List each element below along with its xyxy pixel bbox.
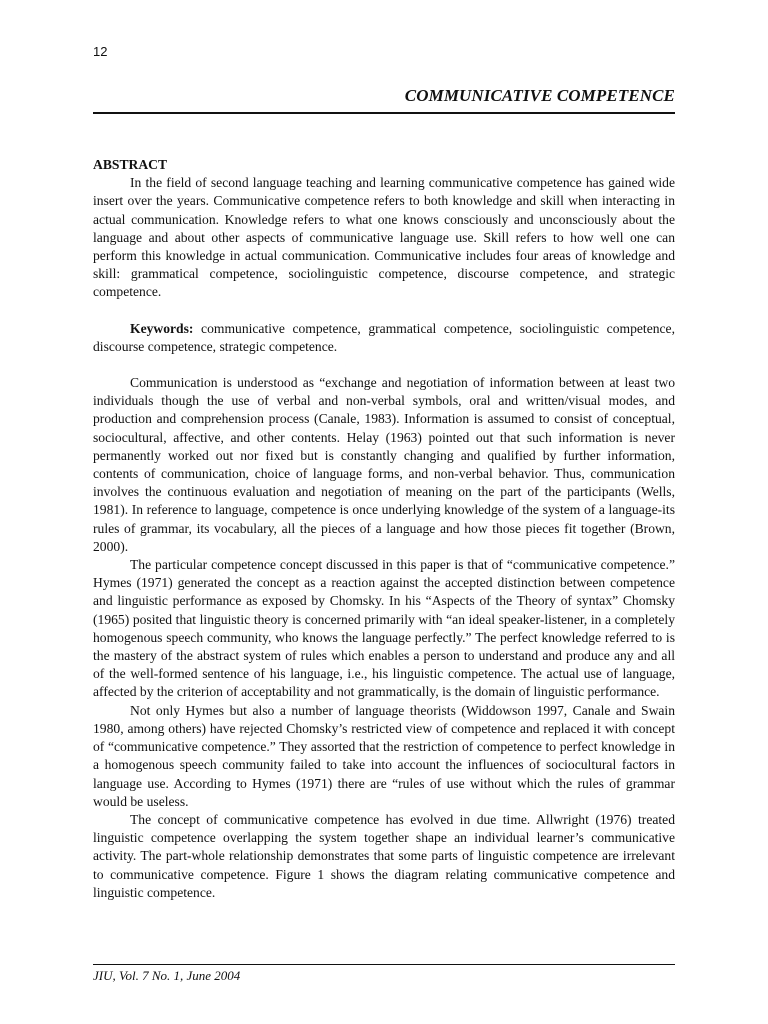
keywords-text: communicative competence, grammatical competence, sociolinguistic competence, discourse competence, strategic competence.	[93, 320, 675, 354]
article-content	[93, 156, 675, 902]
spacer	[93, 302, 675, 320]
body-paragraph: The particular competence concept discussed in this paper is that of “communicative competence.” Hymes (1971) generated the concept as a reaction against the accepted distinction between competence and linguistic performance as exposed by Chomsky. In his “Aspects of the Theory of syntax” Chomsky (1965) posited that linguistic theory is concerned primarily with “an ideal speaker-listener, in a completely homogenous speech community, who knows the language perfectly.” The perfect knowledge referred to is the mastery of the abstract system of rules which enables a person to understand and produce any and all of the well-formed sentence of his language, i.e., his linguistic competence. The actual use of language, affected by the criterion of acceptability and not grammatically, is the domain of linguistic performance.	[93, 557, 675, 700]
abstract-title: ABSTRACT	[93, 157, 168, 172]
body-paragraph: The concept of communicative competence has evolved in due time. Allwright (1976) treated linguistic competence overlapping the system together shape an individual learner’s communicative activity. The part-whole relationship demonstrates that some parts of linguistic competence are irrelevant to communicative competence. Figure 1 shows the diagram relating communicative competence and linguistic competence.	[93, 811, 675, 900]
running-head: COMMUNICATIVE COMPETENCE	[404, 86, 675, 105]
footer-rule	[93, 964, 675, 965]
spacer	[93, 356, 675, 374]
body-paragraph: Not only Hymes but also a number of language theorists (Widdowson 1997, Canale and Swain 1980, among others) have rejected Chomsky’s restricted view of competence and replaced it with concept of “communicative competence.” They assorted that the restriction of competence to perfect knowledge in a homogenous speech community failed to take into account the influences of sociocultural factors in language use. According to Hymes (1971) there are “rules of use without which the rules of grammar would be useless.	[93, 702, 675, 809]
header-rule	[93, 112, 675, 114]
abstract-text: In the field of second language teaching and learning communicative competence has gained wide insert over the years. Communicative competence refers to both knowledge and skill when interacting in actual communication. Knowledge refers to what one knows consciously and unconsciously about the language and about other aspects of communicative language use. Skill refers to how well one can perform this knowledge in actual communication. Communicative includes four areas of knowledge and skill: grammatical competence, sociolinguistic competence, discourse competence, and strategic competence.	[93, 175, 675, 300]
body-paragraph: Communication is understood as “exchange and negotiation of information between at least two individuals though the use of verbal and non-verbal symbols, oral and written/visual modes, and production and comprehension process (Canale, 1983). Information is assumed to consist of conceptual, sociocultural, affective, and other contents. Helay (1963) pointed out that such information is never permanently worked out nor fixed but is constantly changing and qualified by further information, contents of communication, choice of language forms, and non-verbal behavior. Thus, communication involves the continuous evaluation and negotiation of meaning on the part of the participants (Wells, 1981). In reference to language, competence is once underlying knowledge of the system of a language-its rules of grammar, its vocabulary, all the pieces of a language and how those pieces fit together (Brown, 2000).	[93, 375, 675, 554]
page-number: 12	[93, 44, 108, 59]
journal-footer: JIU, Vol. 7 No. 1, June 2004	[93, 968, 241, 983]
keywords-label: Keywords:	[130, 320, 194, 336]
keywords	[93, 320, 675, 356]
